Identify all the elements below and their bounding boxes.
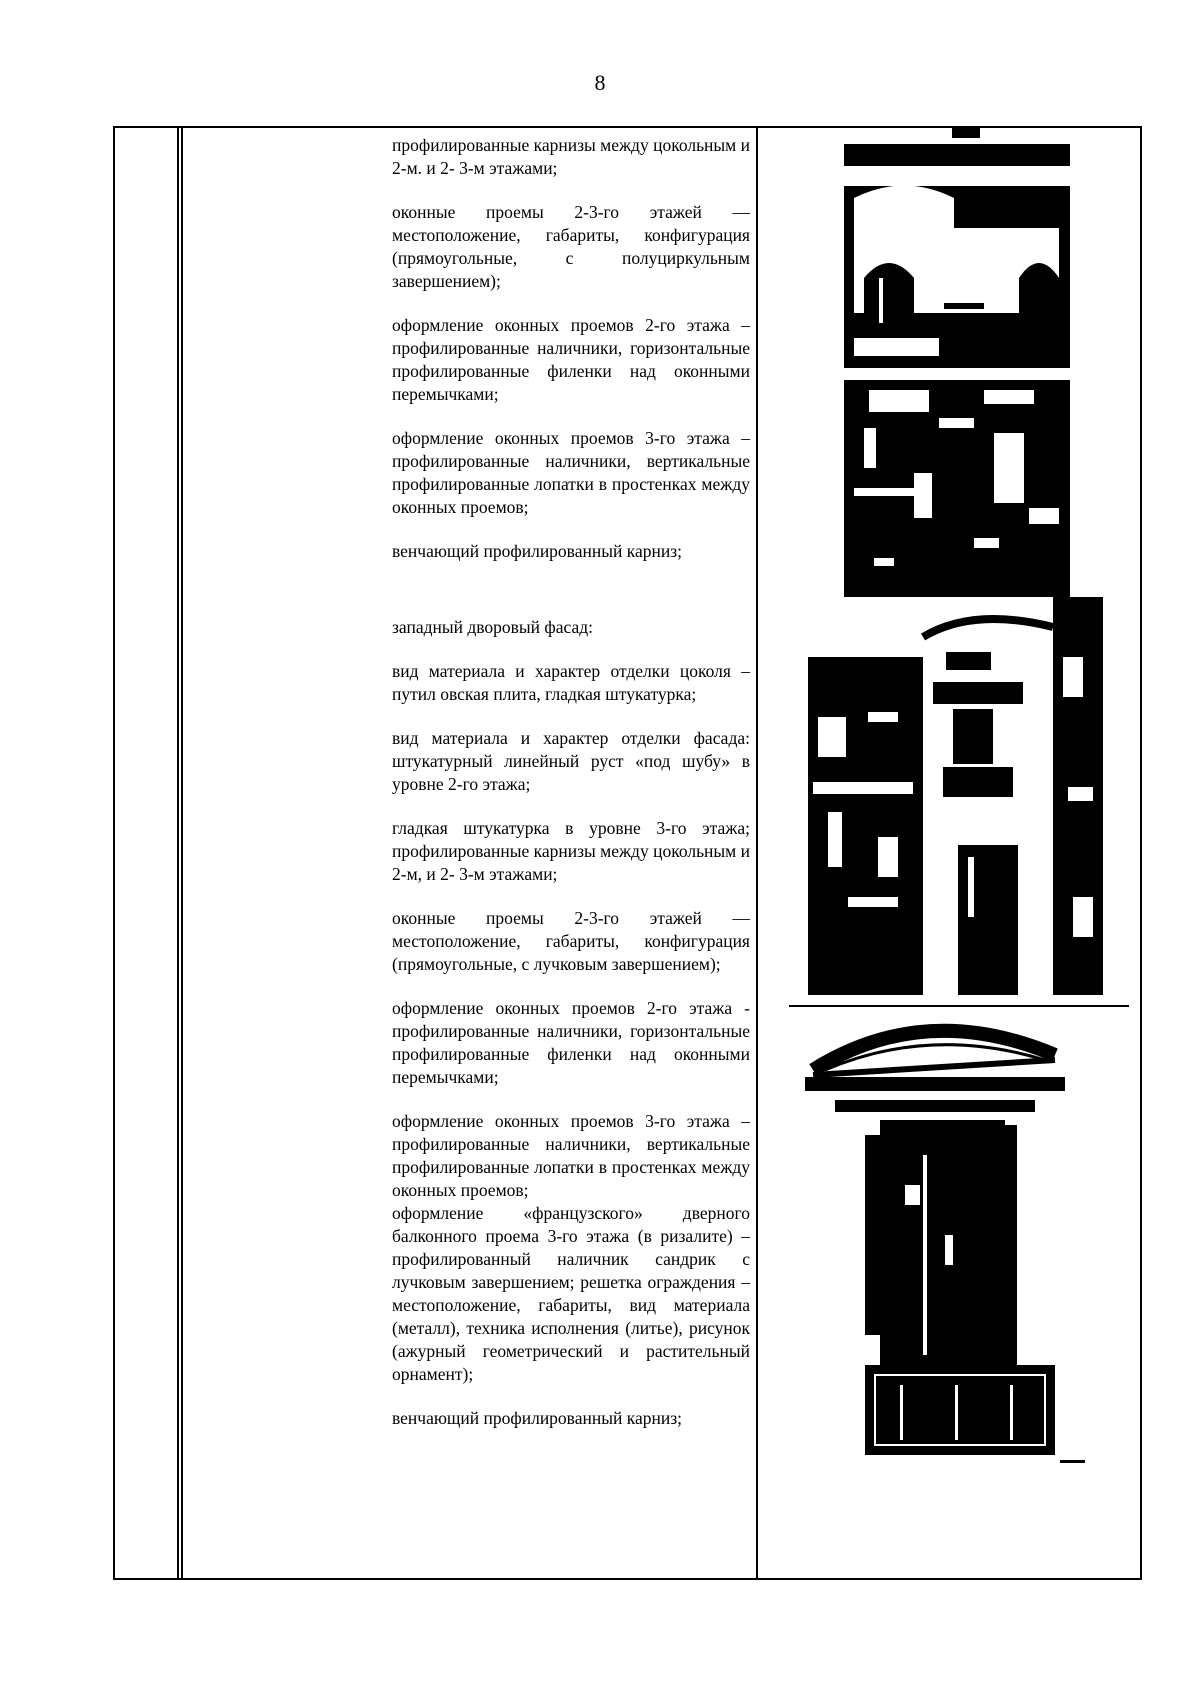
paragraph: оформление оконных проемов 2-го этажа - профилированные наличники, горизонтальные профилированные филенки над оконными перемычками; <box>392 998 750 1087</box>
paragraph: оформление «французского» дверного балконного проема 3-го этажа (в ризалите) – профилированный наличник сандрик с лучковым завершением; решетка ограждения – местоположение, габариты, вид материала (металл), техника исполнения (литье), рисунок (ажурный геометрический и растительный орнамент); <box>392 1203 750 1384</box>
document-table <box>113 126 1142 1580</box>
paragraph: вид материала и характер отделки цоколя – путил овская плита, гладкая штукатурка; <box>392 661 750 704</box>
column-divider-1 <box>177 128 179 1578</box>
paragraph: гладкая штукатурка в уровне 3-го этажа; профилированные карнизы между цокольным и 2-м, и 2- 3-м этажами; <box>392 818 750 884</box>
paragraph: западный дворовый фасад: <box>392 617 594 637</box>
column-divider-2 <box>181 128 183 1578</box>
paragraph: венчающий профилированный карниз; <box>392 1408 682 1428</box>
paragraph: оконные проемы 2-3-го этажей — местоположение, габариты, конфигурация (прямоугольные, с лучковым завершением); <box>392 908 750 974</box>
balcony-door-photo <box>805 1015 1085 1475</box>
column-divider-3 <box>756 128 758 1578</box>
paragraph: венчающий профилированный карниз; <box>392 541 682 561</box>
paragraph: оформление оконных проемов 2-го этажа – профилированные наличники, горизонтальные профилированные филенки над оконными перемычками; <box>392 315 750 404</box>
description-column <box>392 134 750 1451</box>
paragraph: вид материала и характер отделки фасада: штукатурный линейный руст «под шубу» в уровне 2-го этажа; <box>392 728 750 794</box>
paragraph: оконные проемы 2-3-го этажей — местоположение, габариты, конфигурация (прямоугольные, с полуциркульным завершением); <box>392 202 750 291</box>
paragraph: оформление оконных проемов 3-го этажа – профилированные наличники, вертикальные профилированные лопатки в простенках между оконных проемов; <box>392 428 750 517</box>
paragraph: оформление оконных проемов 3-го этажа – профилированные наличники, вертикальные профилированные лопатки в простенках между оконных проемов; <box>392 1111 750 1200</box>
photo-separator <box>789 1005 1129 1007</box>
page-number: 8 <box>594 70 606 95</box>
paragraph: профилированные карнизы между цокольным и 2-м. и 2- 3-м этажами; <box>392 135 750 178</box>
facade-photo-1 <box>844 128 1070 634</box>
facade-photo-2 <box>808 597 1103 995</box>
